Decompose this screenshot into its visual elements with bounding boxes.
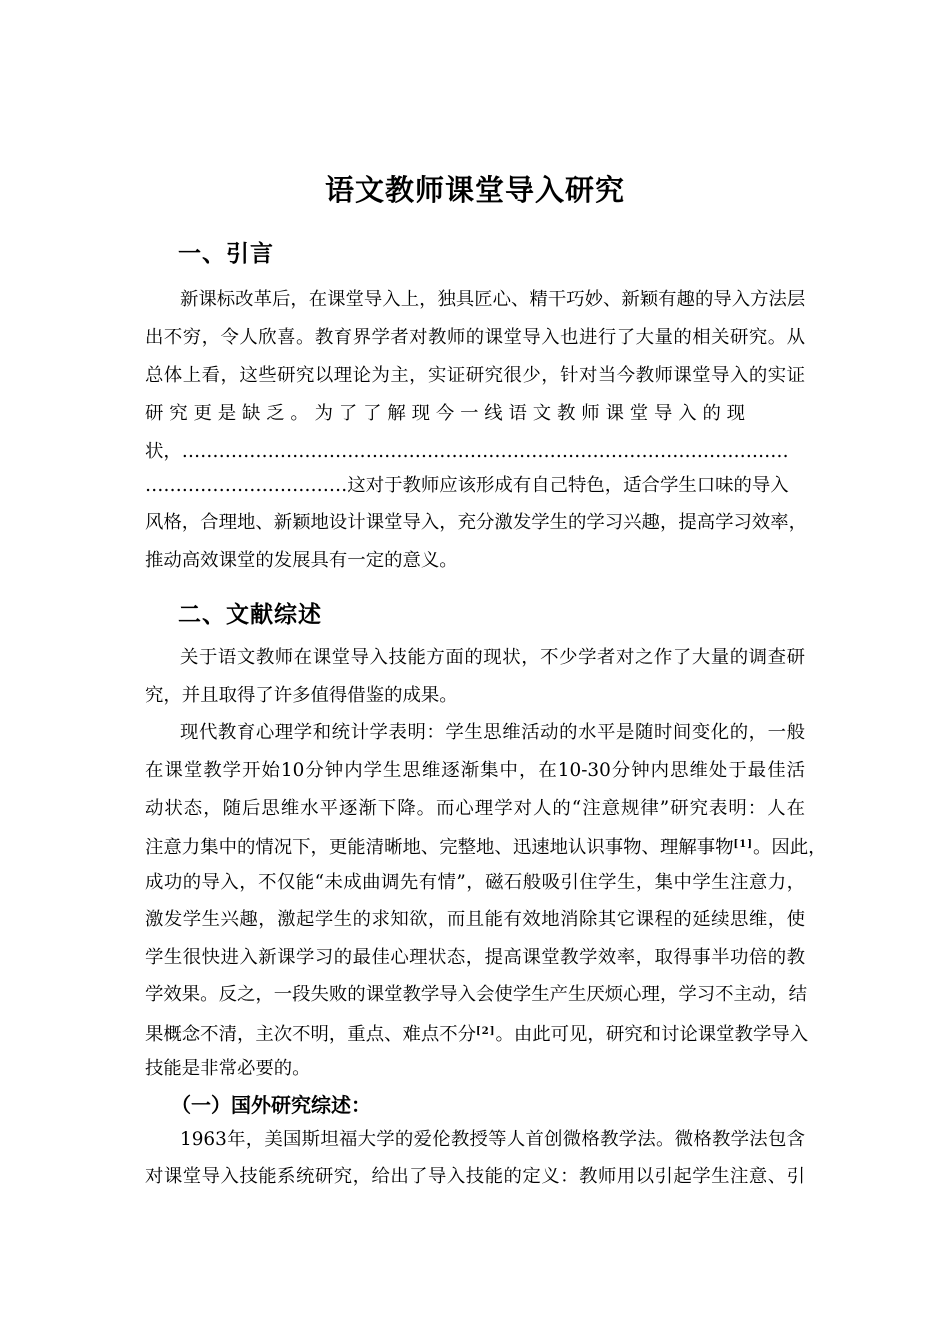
review-p2-line-4-text: 注意力集中的情况下，更能清晰地、完整地、迅速地认识事物、理解事物	[145, 837, 734, 858]
review-p2-line-2: 在课堂教学开始10分钟内学生思维逐渐集中，在10-30分钟内思维处于最佳活	[145, 760, 805, 781]
section-heading-literature-review: 二、文献综述	[178, 602, 322, 628]
section-heading-introduction: 一、引言	[178, 241, 274, 267]
intro-line-3: 总体上看，这些研究以理论为主，实证研究很少，针对当今教师课堂导入的实证	[145, 365, 805, 386]
review-p2-line-6: 激发学生兴趣，激起学生的求知欲，而且能有效地消除其它课程的延续思维，使	[145, 909, 805, 930]
citation-ref-1[interactable]: [1]	[733, 839, 753, 850]
review-p2-line-1: 现代教育心理学和统计学表明：学生思维活动的水平是随时间变化的，一般	[180, 722, 805, 743]
review-p2-line-10: 技能是非常必要的。	[145, 1058, 311, 1079]
review-p2-line-4	[145, 832, 827, 861]
review-p2-line-9	[145, 1019, 809, 1048]
review-p2-line-9-text: 果概念不清，主次不明，重点、难点不分	[145, 1024, 477, 1045]
intro-line-2: 出不穷，令人欣喜。教育界学者对教师的课堂导入也进行了大量的相关研究。从	[145, 327, 805, 348]
review-p3-line-1: 1963年，美国斯坦福大学的爱伦教授等人首创微格教学法。微格教学法包含	[180, 1129, 805, 1150]
review-p1-line-2: 究，并且取得了许多值得借鉴的成果。	[145, 685, 458, 706]
review-p3-line-2: 对课堂导入技能系统研究，给出了导入技能的定义：教师用以引起学生注意、引	[145, 1166, 805, 1187]
document-title: 语文教师课堂导入研究	[324, 173, 625, 207]
intro-line-7: 风格，合理地、新颖地设计课堂导入，充分激发学生的学习兴趣，提高学习效率，	[145, 512, 808, 533]
subsection-heading-foreign-research: （一）国外研究综述：	[171, 1093, 371, 1117]
intro-line-5: 状，………………………………………………………………………………………	[145, 441, 789, 462]
intro-line-4: 研 究 更 是 缺 乏 。 为 了 了 解 现 今 一 线 语 文 教 师 课 堂 导 入 的 现	[145, 403, 746, 424]
review-p2-line-9-tail: 。由此可见，研究和讨论课堂教学导入	[495, 1024, 809, 1045]
review-p2-line-8: 学效果。反之，一段失败的课堂教学导入会使学生产生厌烦心理，学习不主动，结	[145, 984, 808, 1005]
review-p2-line-5: 成功的导入，不仅能“未成曲调先有情”，磁石般吸引住学生，集中学生注意力，	[145, 872, 805, 893]
review-p1-line-1: 关于语文教师在课堂导入技能方面的现状，不少学者对之作了大量的调查研	[180, 647, 805, 668]
intro-line-1: 新课标改革后，在课堂导入上，独具匠心、精干巧妙、新颖有趣的导入方法层	[180, 289, 806, 310]
review-p2-line-3: 动状态，随后思维水平逐渐下降。而心理学对人的“注意规律”研究表明：人在	[145, 798, 805, 819]
review-p2-line-7: 学生很快进入新课学习的最佳心理状态，提高课堂教学效率，取得事半功倍的教	[145, 947, 805, 968]
intro-line-6: ……………………………这对于教师应该形成有自己特色，适合学生口味的导入	[145, 475, 789, 496]
citation-ref-2[interactable]: [2]	[476, 1026, 496, 1037]
review-p2-line-4-tail: 。因此，	[752, 837, 827, 858]
intro-line-8: 推动高效课堂的发展具有一定的意义。	[145, 550, 458, 571]
